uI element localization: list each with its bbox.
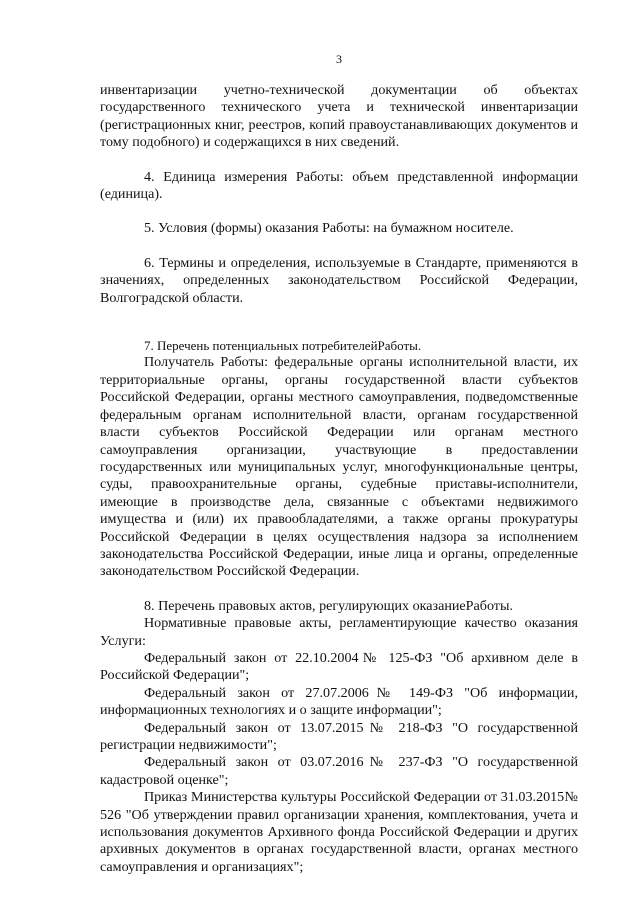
paragraph-inventory-docs: инвентаризации учетно-технической документации об объектах государственного технического учета и технической инвентаризации (регистрационных книг, реестров, копий правоустанавливающих документов и тому подобного) и содержащихся в них сведений. bbox=[100, 82, 578, 151]
legal-act-item: Федеральный закон от 22.10.2004№ 125-ФЗ "Об архивном деле в Российской Федерации"; bbox=[100, 649, 578, 684]
legal-act-item: Федеральный закон от 03.07.2016№ 237-ФЗ "О государственной кадастровой оценке"; bbox=[100, 754, 578, 788]
paragraph-conditions: 5. Условия (формы) оказания Работы: на бумажном носителе. bbox=[144, 220, 514, 237]
heading-legal-acts: 8. Перечень правовых актов, регулирующих оказаниеРаботы. bbox=[144, 597, 513, 614]
heading-consumers: 7. Перечень потенциальных потребителейРаботы. bbox=[144, 338, 422, 354]
page-number: 3 bbox=[336, 52, 342, 66]
legal-act-item: Приказ Министерства культуры Российской Федерации от 31.03.2015№ 526 "Об утверждении правил организации хранения, комплектования, учета и использования документов Архивного фонда Российской Федерации и других архивных документов в органах государственной власти, органах местного самоуправления и организациях"; bbox=[100, 789, 578, 875]
legal-act-item: Федеральный закон от 13.07.2015№ 218-ФЗ "О государственной регистрации недвижимости"; bbox=[100, 719, 578, 753]
legal-act-item: Федеральный закон от 27.07.2006№ 149-ФЗ "Об информации, информационных технологиях и о защите информации"; bbox=[100, 684, 578, 719]
paragraph-normative-acts: Нормативные правовые акты, регламентирующие качество оказания Услуги: bbox=[100, 615, 578, 649]
paragraph-recipients: Получатель Работы: федеральные органы исполнительной власти, их территориальные органы, органы государственной власти субъектов Российской Федерации, органы местного самоуправления, подведомственные федеральным органам исполнительной власти, органам государственной власти субъектов Российской Федерации или органам местного самоуправления организации, участвующие в предоставлении государственных или муниципальных услуг, многофункциональные центры, суды, правоохранительные органы, судебные приставы-исполнители, имеющие в производстве дела, связанные с объектами недвижимого имущества и (или) их правообладателями, а также органы прокуратуры Российской Федерации в целях осуществления надзора за исполнением законодательства Российской Федерации, иные лица и органы, определенные законодательством Российской Федерации. bbox=[100, 354, 578, 580]
paragraph-unit-of-measure: 4. Единица измерения Работы: объем представленной информации (единица). bbox=[100, 168, 578, 203]
paragraph-terms: 6. Термины и определения, используемые в Стандарте, применяются в значениях, определенных законодательством Российской Федерации, Волгоградской области. bbox=[100, 254, 578, 306]
